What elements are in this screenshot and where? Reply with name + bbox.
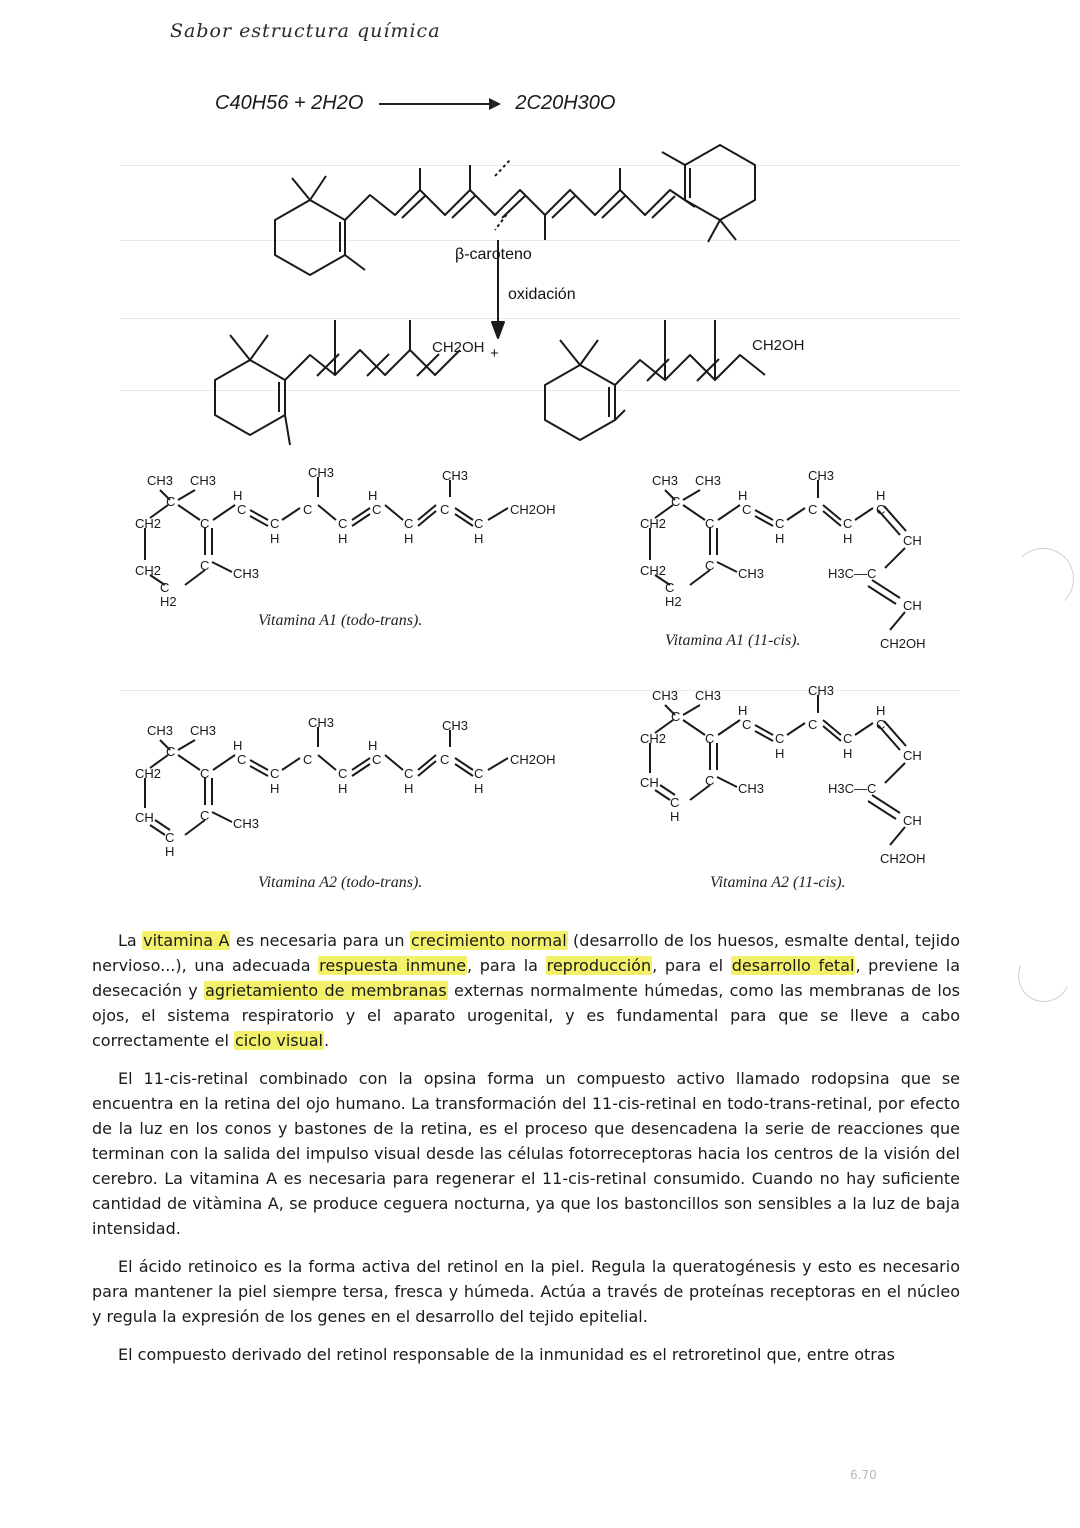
svg-text:CH2OH: CH2OH	[510, 752, 556, 767]
vitamin-a2-cis-atoms	[640, 683, 926, 866]
equation-reactants: C40H56 + 2H2O	[215, 92, 364, 114]
svg-text:C: C	[160, 580, 170, 595]
svg-text:C: C	[303, 502, 313, 517]
svg-text:CH3: CH3	[190, 723, 217, 738]
paragraph-retinal-vision: El 11-cis-retinal combinado con la opsina forma un compuesto activo llamado rodopsina que se encuentra en la retina del ojo humano. La transformación del 11-cis-retinal en todo-trans-retinal, por efecto de la luz en los conos y bastones de la retina, es el proceso que desencadena la serie de reacciones que terminan con la salida del impulso visual desde las células fotorreceptoras hacia los centros de la visión del cerebro. La vitamina A es necesaria para regenerar el 11-cis-retinal consumido. Cuando no hay suficiente cantidad de vitàmina A, se produce ceguera nocturna, ya que los bastoncillos son sensibles a la luz de baja intensidad.	[92, 1069, 960, 1238]
svg-text:CH: CH	[640, 775, 659, 790]
svg-text:CH3: CH3	[308, 465, 335, 480]
svg-text:CH3: CH3	[738, 781, 765, 796]
svg-text:CH3: CH3	[808, 468, 835, 483]
retinol-left-structure	[215, 320, 460, 445]
svg-text:C: C	[166, 494, 176, 509]
svg-text:CH2: CH2	[640, 563, 667, 578]
svg-text:C: C	[166, 744, 176, 759]
svg-text:C: C	[808, 717, 818, 732]
svg-text:H: H	[404, 781, 414, 796]
svg-text:C: C	[808, 502, 818, 517]
svg-text:CH: CH	[903, 813, 922, 828]
svg-text:H: H	[233, 488, 243, 503]
svg-text:CH3: CH3	[652, 688, 679, 703]
vitamin-a1-trans-atoms	[135, 465, 556, 609]
vitamin-a2-trans-atoms	[135, 715, 556, 859]
svg-text:H2: H2	[665, 594, 682, 609]
svg-text:H: H	[876, 488, 886, 503]
svg-text:CH3: CH3	[695, 473, 722, 488]
svg-text:C: C	[775, 516, 785, 531]
svg-text:H: H	[738, 488, 748, 503]
svg-text:C: C	[404, 766, 414, 781]
svg-text:CH3: CH3	[233, 816, 260, 831]
vitamin-a1-trans-label: Vitamina A1 (todo-trans).	[258, 612, 423, 629]
svg-text:H: H	[404, 531, 414, 546]
equation-product: 2C20H30O	[515, 92, 616, 114]
paragraph-vitamin-a-functions: La vitamina A es necesaria para un crecimiento normal (desarrollo de los huesos, esmalte dental, tejido nervioso...), una adecuada respuesta inmune, para la reproducción, para el desarrollo fetal, previene la desecación y agrietamiento de membranas externas normalmente húmedas, como las membranas de los ojos, el sistema respiratorio y el aparato urogenital, y es fundamental para que se lleve a cabo correctamente el ciclo visual.	[92, 931, 961, 1050]
svg-text:C: C	[670, 795, 680, 810]
svg-text:C: C	[404, 516, 414, 531]
vitamin-a1-cis-label: Vitamina A1 (11-cis).	[665, 632, 801, 649]
svg-text:CH2OH: CH2OH	[880, 851, 926, 866]
svg-text:C: C	[742, 502, 752, 517]
svg-text:C: C	[440, 502, 450, 517]
svg-text:H: H	[270, 781, 280, 796]
svg-text:CH2: CH2	[135, 766, 162, 781]
handwritten-note: Sabor estructura química	[170, 20, 441, 42]
svg-text:H: H	[474, 531, 484, 546]
svg-text:C: C	[671, 709, 681, 724]
paragraph-retroretinol: El compuesto derivado del retinol responsable de la inmunidad es el retroretinol que, entre otras	[118, 1345, 895, 1364]
svg-text:CH: CH	[903, 748, 922, 763]
svg-text:CH2: CH2	[135, 516, 162, 531]
highlight-ciclo-visual: ciclo visual	[234, 1031, 323, 1050]
svg-text:C: C	[165, 830, 175, 845]
svg-text:H: H	[775, 746, 785, 761]
svg-text:H: H	[338, 531, 348, 546]
svg-text:C: C	[270, 766, 280, 781]
svg-text:C: C	[338, 766, 348, 781]
vitamin-a2-cis-bonds	[650, 695, 906, 845]
svg-text:C: C	[440, 752, 450, 767]
margin-mark	[1011, 943, 1078, 1010]
svg-text:C: C	[843, 516, 853, 531]
svg-text:C: C	[270, 516, 280, 531]
vitamin-a1-cis-atoms	[640, 468, 926, 651]
svg-text:C: C	[665, 580, 675, 595]
svg-text:C: C	[474, 516, 484, 531]
vitamin-a1-cis-bonds	[650, 480, 906, 630]
retinol-right-ch2oh: CH2OH	[752, 337, 805, 354]
paragraph-retinoic-acid: El ácido retinoico es la forma activa del retinol en la piel. Regula la queratogénesis y esto es necesario para mantener la piel siempre tersa, fresca y húmeda. Actúa a través de proteínas receptoras en el núcleo y regula la expresión de los genes en el desarrollo del tejido epitelial.	[92, 1257, 960, 1326]
svg-text:CH3: CH3	[695, 688, 722, 703]
svg-text:C: C	[671, 494, 681, 509]
svg-text:C: C	[372, 752, 382, 767]
svg-text:H: H	[876, 703, 886, 718]
svg-text:C: C	[876, 502, 886, 517]
svg-text:CH2: CH2	[640, 731, 667, 746]
highlight-respuesta-inmune: respuesta inmune	[319, 956, 467, 975]
svg-text:C: C	[338, 516, 348, 531]
svg-text:CH3: CH3	[808, 683, 835, 698]
svg-text:CH3: CH3	[147, 723, 174, 738]
svg-text:C: C	[705, 516, 715, 531]
svg-text:C: C	[705, 558, 715, 573]
svg-text:H: H	[474, 781, 484, 796]
plus-sign: +	[490, 345, 499, 362]
svg-text:H: H	[843, 531, 853, 546]
svg-text:CH3: CH3	[738, 566, 765, 581]
highlight-vitamina-a: vitamina A	[143, 931, 230, 950]
highlight-reproduccion: reproducción	[546, 956, 652, 975]
svg-text:CH2OH: CH2OH	[510, 502, 556, 517]
svg-text:C: C	[237, 752, 247, 767]
svg-text:C: C	[742, 717, 752, 732]
svg-text:C: C	[775, 731, 785, 746]
retinol-left-ch2oh: CH2OH	[432, 339, 485, 356]
svg-text:H: H	[233, 738, 243, 753]
svg-text:C: C	[705, 731, 715, 746]
svg-text:CH3: CH3	[652, 473, 679, 488]
svg-text:CH3: CH3	[147, 473, 174, 488]
svg-text:H: H	[738, 703, 748, 718]
svg-text:CH3: CH3	[442, 718, 469, 733]
oxidation-label: oxidación	[508, 286, 576, 303]
svg-text:C: C	[705, 773, 715, 788]
beta-carotene-label: β-caroteno	[455, 246, 532, 263]
svg-text:C: C	[200, 558, 210, 573]
svg-text:CH: CH	[903, 598, 922, 613]
svg-text:CH3: CH3	[233, 566, 260, 581]
svg-text:H: H	[368, 738, 378, 753]
highlight-desarrollo-fetal: desarrollo fetal	[731, 956, 855, 975]
svg-text:CH2: CH2	[135, 563, 162, 578]
svg-text:H: H	[368, 488, 378, 503]
svg-text:C: C	[303, 752, 313, 767]
vitamin-a2-cis-label: Vitamina A2 (11-cis).	[710, 874, 846, 891]
svg-text:H: H	[843, 746, 853, 761]
highlight-crecimiento-normal: crecimiento normal	[410, 931, 567, 950]
svg-text:C: C	[876, 717, 886, 732]
svg-text:CH3: CH3	[442, 468, 469, 483]
svg-text:C: C	[843, 731, 853, 746]
svg-text:C: C	[474, 766, 484, 781]
svg-text:C: C	[200, 766, 210, 781]
svg-text:CH3: CH3	[308, 715, 335, 730]
svg-text:C: C	[200, 808, 210, 823]
svg-text:H: H	[165, 844, 175, 859]
svg-text:H3C—C: H3C—C	[828, 781, 877, 796]
vitamin-a2-trans-label: Vitamina A2 (todo-trans).	[258, 874, 423, 891]
svg-text:C: C	[237, 502, 247, 517]
svg-text:H: H	[775, 531, 785, 546]
svg-text:H: H	[338, 781, 348, 796]
svg-text:H3C—C: H3C—C	[828, 566, 877, 581]
svg-text:H2: H2	[160, 594, 177, 609]
retinol-right-structure	[545, 320, 765, 440]
svg-text:CH3: CH3	[190, 473, 217, 488]
svg-text:CH: CH	[903, 533, 922, 548]
svg-text:H: H	[670, 809, 680, 824]
svg-text:CH: CH	[135, 810, 154, 825]
svg-text:CH2OH: CH2OH	[880, 636, 926, 651]
highlight-agrietamiento-membranas: agrietamiento de membranas	[205, 981, 447, 1000]
svg-text:C: C	[372, 502, 382, 517]
svg-text:CH2: CH2	[640, 516, 667, 531]
svg-text:H: H	[270, 531, 280, 546]
page-number: 6.70	[850, 1468, 877, 1482]
svg-text:C: C	[200, 516, 210, 531]
